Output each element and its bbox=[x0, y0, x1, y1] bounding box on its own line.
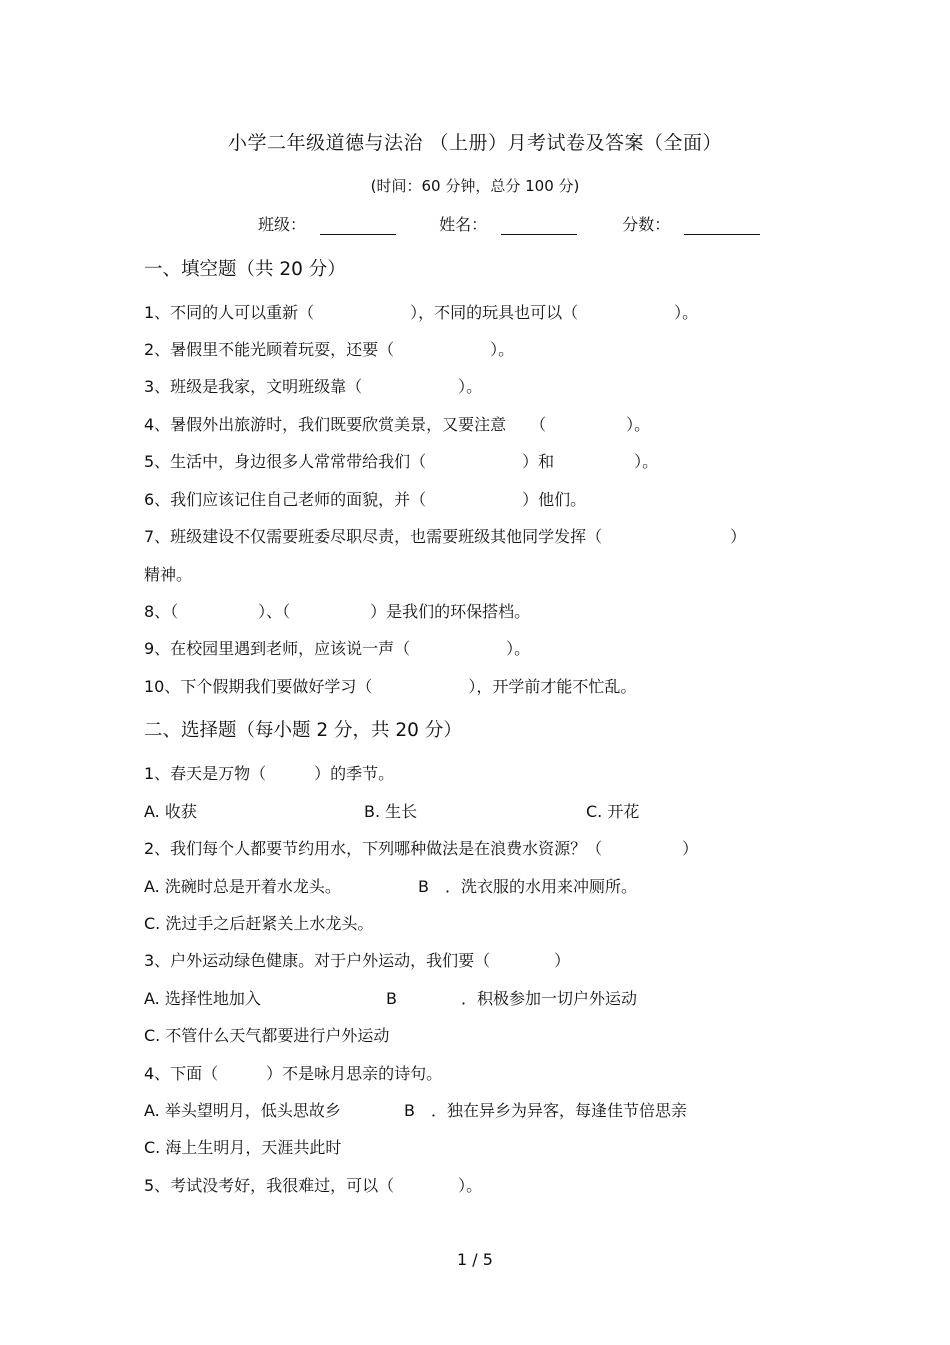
class-label: 班级： bbox=[258, 215, 307, 234]
question-1-10: 10、下个假期我们要做好学习（ ），开学前才能不忙乱。 bbox=[144, 677, 637, 696]
question-1-6: 6、我们应该记住自己老师的面貌，并（ ）他们。 bbox=[144, 490, 587, 509]
question-1-2: 2、暑假里不能光顾着玩耍，还要（ ）。 bbox=[144, 340, 515, 359]
option-c: C. 开花 bbox=[586, 802, 640, 821]
option-b: B ．洗衣服的水用来冲厕所。 bbox=[418, 877, 637, 896]
page-title: 小学二年级道德与法治 （上册）月考试卷及答案（全面） bbox=[227, 132, 723, 154]
student-info-row bbox=[258, 212, 760, 235]
option-c: C. 不管什么天气都要进行户外运动 bbox=[144, 1026, 390, 1045]
page-number: 1 / 5 bbox=[457, 1250, 493, 1269]
option-c: C. 洗过手之后赶紧关上水龙头。 bbox=[144, 914, 374, 933]
question-2-5: 5、考试没考好，我很难过，可以（ ）。 bbox=[144, 1176, 483, 1195]
score-blank[interactable] bbox=[684, 216, 760, 235]
option-b: B ．积极参加一切户外运动 bbox=[386, 989, 637, 1008]
section-heading: 一、填空题（共 20 分） bbox=[144, 259, 346, 280]
question-2-1: 1、春天是万物（ ）的季节。 bbox=[144, 764, 395, 783]
class-blank[interactable] bbox=[320, 216, 396, 235]
option-a: A. 收获 bbox=[144, 802, 197, 821]
option-a: A. 选择性地加入 bbox=[144, 989, 261, 1008]
question-1-1: 1、不同的人可以重新（ ），不同的玩具也可以（ ）。 bbox=[144, 303, 699, 322]
question-1-7: 7、班级建设不仅需要班委尽职尽责，也需要班级其他同学发挥（ ） bbox=[144, 527, 747, 546]
question-1-9: 9、在校园里遇到老师，应该说一声（ ）。 bbox=[144, 639, 531, 658]
name-label: 姓名： bbox=[439, 215, 488, 234]
question-1-5: 5、生活中，身边很多人常常带给我们（ ）和 ）。 bbox=[144, 452, 659, 471]
option-c: C. 海上生明月，天涯共此时 bbox=[144, 1138, 342, 1157]
option-b: B. 生长 bbox=[364, 802, 418, 821]
question-1-8: 8、（ ）、（ ）是我们的环保搭档。 bbox=[144, 602, 531, 621]
question-2-2: 2、我们每个人都要节约用水，下列哪种做法是在浪费水资源？（ ） bbox=[144, 839, 699, 858]
exam-time-info: (时间：60 分钟，总分 100 分) bbox=[370, 177, 580, 195]
option-a: A. 洗碗时总是开着水龙头。 bbox=[144, 877, 341, 896]
score-label: 分数： bbox=[622, 215, 671, 234]
question-1-4: 4、暑假外出旅游时，我们既要欣赏美景，又要注意 （ ）。 bbox=[144, 415, 651, 434]
question-2-3: 3、户外运动绿色健康。对于户外运动，我们要（ ） bbox=[144, 951, 571, 970]
question-1-7-continued: 精神。 bbox=[144, 565, 193, 584]
question-1-3: 3、班级是我家，文明班级靠（ ）。 bbox=[144, 377, 483, 396]
option-a: A. 举头望明月，低头思故乡 bbox=[144, 1101, 341, 1120]
section-heading: 二、选择题（每小题 2 分，共 20 分） bbox=[144, 720, 462, 741]
name-blank[interactable] bbox=[501, 216, 577, 235]
question-2-4: 4、下面（ ）不是咏月思亲的诗句。 bbox=[144, 1064, 443, 1083]
option-b: B ．独在异乡为异客，每逢佳节倍思亲 bbox=[404, 1101, 687, 1120]
